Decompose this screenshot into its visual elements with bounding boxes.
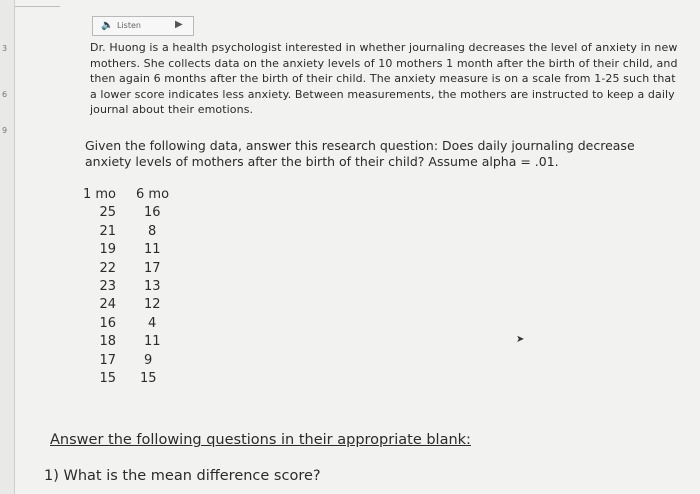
table-cell: 24: [99, 297, 116, 313]
column-6-months: [136, 186, 196, 388]
speaker-icon[interactable]: 🔈: [101, 20, 114, 31]
table-cell: 13: [144, 279, 161, 295]
table-cell: 22: [99, 260, 116, 276]
listen-label: Listen: [117, 21, 141, 30]
table-cell: 12: [144, 297, 161, 313]
column-header: 1 mo: [82, 187, 116, 202]
play-icon[interactable]: ▶: [175, 19, 183, 30]
table-cell: 11: [144, 242, 161, 258]
listen-audio-control[interactable]: [92, 16, 194, 36]
table-cell: 15: [99, 371, 116, 387]
table-cell: 8: [148, 223, 157, 239]
problem-intro: Dr. Huong is a health psychologist interested in whether journaling decreases the level of anxiety in new mothers. She collects data on the anxiety levels of 10 mothers 1 month after the birth of their child, and then again 6 months after the birth of their child. The anxiety measure is on a scale from 1-25 such that a lower score indicates less anxiety. Between measurements, the mothers are instructed to keep a daily journal about their emotions.: [90, 41, 678, 116]
answer-instructions-heading: Answer the following questions in their appropriate blank:: [50, 432, 471, 448]
table-cell: 4: [148, 315, 157, 331]
column-1-month: [66, 186, 116, 388]
table-cell: 15: [140, 371, 157, 387]
table-cell: 16: [99, 315, 116, 331]
table-cell: 21: [99, 223, 116, 239]
table-cell: 23: [99, 279, 116, 295]
question-1-label: 1) What is the mean difference score?: [44, 468, 321, 484]
margin-number: 6: [2, 90, 8, 99]
research-question: Given the following data, answer this research question: Does daily journaling decrease anxiety levels of mothers after the birth of their child? Assume alpha = .01.: [85, 138, 635, 169]
table-cell: 18: [99, 334, 116, 350]
column-header: 6 mo: [136, 187, 170, 202]
left-margin-strip: [0, 0, 15, 494]
table-cell: 25: [99, 205, 116, 221]
table-cell: 11: [144, 334, 161, 350]
margin-number: 3: [2, 44, 8, 53]
margin-number: 9: [2, 126, 8, 135]
table-cell: 19: [99, 242, 116, 258]
table-cell: 17: [99, 352, 116, 368]
mouse-cursor-icon: ➤: [516, 334, 525, 345]
table-cell: 17: [144, 260, 161, 276]
table-cell: 9: [144, 352, 153, 368]
table-cell: 16: [144, 205, 161, 221]
